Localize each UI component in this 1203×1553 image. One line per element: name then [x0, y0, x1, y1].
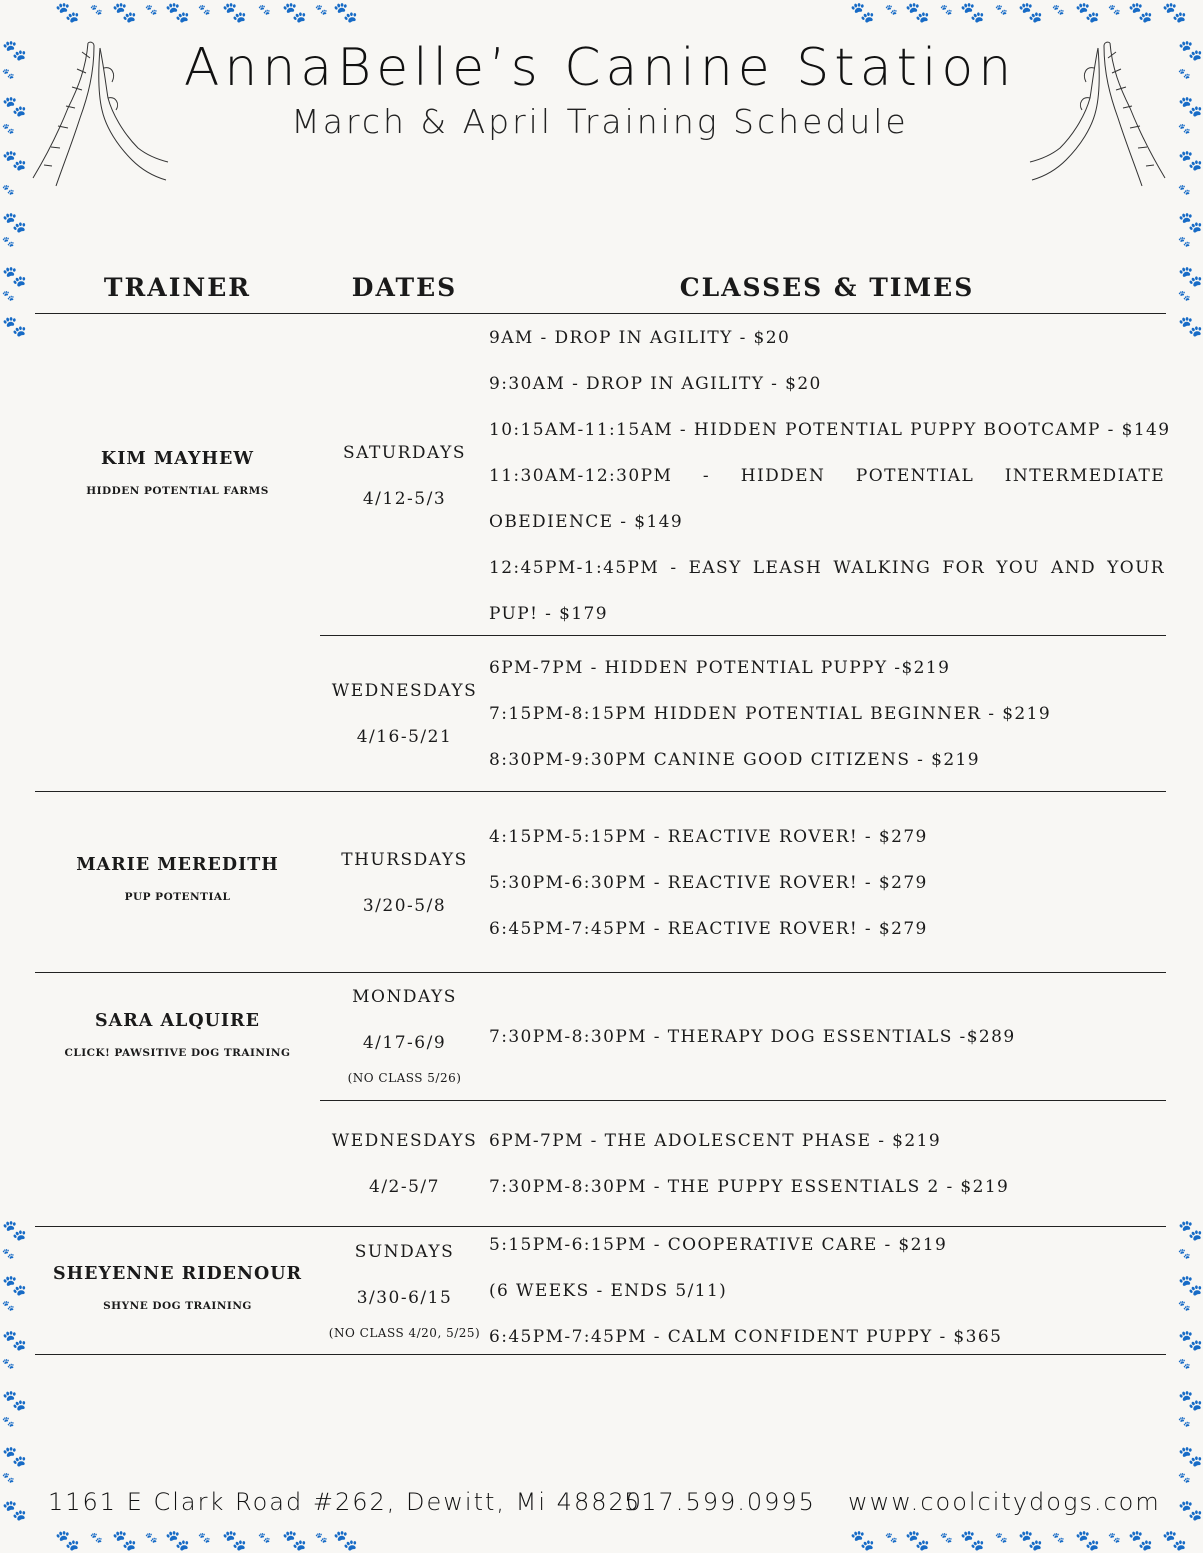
- paw-print-icon: 🐾: [2, 185, 15, 196]
- paw-print-icon: 🐾: [1018, 1528, 1043, 1552]
- paw-print-icon: 🐾: [2, 1417, 15, 1428]
- paw-print-icon: 🐾: [1178, 1417, 1191, 1428]
- paw-print-icon: 🐾: [90, 1533, 103, 1544]
- paw-print-icon: 🐾: [90, 5, 103, 16]
- paw-print-icon: 🐾: [315, 5, 328, 16]
- paw-print-icon: 🐾: [55, 0, 80, 24]
- paw-print-icon: 🐾: [1178, 1273, 1203, 1297]
- trainer-name: SARA ALQUIRE: [95, 1011, 260, 1031]
- paw-print-icon: 🐾: [1178, 148, 1203, 172]
- paw-print-icon: 🐾: [1162, 0, 1187, 24]
- page-title: AnnaBelle’s Canine Station: [183, 38, 1017, 98]
- paw-print-icon: 🐾: [1178, 237, 1191, 248]
- row-divider: [35, 791, 1166, 792]
- footer-website[interactable]: www.coolcitydogs.com: [848, 1488, 1161, 1516]
- footer-phone[interactable]: 517.599.0995: [624, 1488, 816, 1516]
- paw-print-icon: 🐾: [2, 1498, 27, 1522]
- trainer-cell: [35, 449, 320, 497]
- paw-print-icon: 🐾: [960, 1528, 985, 1552]
- session-day: WEDNESDAYS: [331, 1131, 478, 1151]
- class-item: 8:30PM-9:30PM CANINE GOOD CITIZENS - $219: [489, 750, 980, 770]
- row-divider: [320, 1100, 1166, 1101]
- paw-print-icon: 🐾: [165, 1528, 190, 1552]
- paw-print-icon: 🐾: [2, 1249, 15, 1260]
- paw-print-icon: 🐾: [2, 237, 15, 248]
- class-item: 12:45PM-1:45PM - EASY LEASH WALKING FOR YOU AND YOUR: [489, 558, 1165, 578]
- paw-print-icon: 🐾: [1178, 185, 1191, 196]
- class-item: (6 WEEKS - ENDS 5/11): [489, 1281, 728, 1301]
- trainer-organization: SHYNE DOG TRAINING: [103, 1300, 252, 1312]
- class-item: 11:30AM-12:30PM - HIDDEN POTENTIAL INTERMEDIATE: [489, 466, 1165, 486]
- paw-print-icon: 🐾: [1178, 264, 1203, 288]
- paw-print-icon: 🐾: [995, 5, 1008, 16]
- class-item: 5:30PM-6:30PM - REACTIVE ROVER! - $279: [489, 873, 928, 893]
- paw-print-icon: 🐾: [2, 1388, 27, 1412]
- paw-print-icon: 🐾: [2, 94, 27, 118]
- class-item: OBEDIENCE - $149: [489, 512, 684, 532]
- session-date-range: 3/30-6/15: [356, 1288, 453, 1308]
- paw-print-icon: 🐾: [333, 1528, 358, 1552]
- session-date-range: 4/2-5/7: [369, 1177, 440, 1197]
- paw-print-icon: 🐾: [145, 1533, 158, 1544]
- paw-print-icon: 🐾: [1178, 1359, 1191, 1370]
- trainer-cell: [35, 1011, 320, 1059]
- paw-print-icon: 🐾: [1178, 1218, 1203, 1242]
- paw-print-icon: 🐾: [1108, 5, 1121, 16]
- trainer-cell: [35, 1264, 320, 1312]
- class-item: 9AM - DROP IN AGILITY - $20: [489, 328, 791, 348]
- session-dates: [322, 974, 487, 1090]
- paw-print-icon: 🐾: [222, 0, 247, 24]
- class-item: 6:45PM-7:45PM - REACTIVE ROVER! - $279: [489, 919, 928, 939]
- paw-print-icon: 🐾: [222, 1528, 247, 1552]
- paw-print-icon: 🐾: [2, 264, 27, 288]
- paw-print-icon: 🐾: [2, 148, 27, 172]
- footer-address: 1161 E Clark Road #262, Dewitt, Mi 48820: [48, 1488, 644, 1516]
- session-dates: [322, 1229, 487, 1345]
- paw-print-icon: 🐾: [1178, 1249, 1191, 1260]
- paw-print-icon: 🐾: [1178, 1388, 1203, 1412]
- paw-print-icon: 🐾: [1178, 69, 1191, 80]
- trainer-name: MARIE MEREDITH: [76, 855, 279, 875]
- paw-print-icon: 🐾: [333, 0, 358, 24]
- paw-print-icon: 🐾: [112, 1528, 137, 1552]
- paw-print-icon: 🐾: [2, 1218, 27, 1242]
- class-list: [489, 315, 1171, 637]
- session-day: SATURDAYS: [342, 443, 467, 463]
- paw-print-icon: 🐾: [960, 0, 985, 24]
- class-item: 6:45PM-7:45PM - CALM CONFIDENT PUPPY - $365: [489, 1327, 1003, 1347]
- class-item: 4:15PM-5:15PM - REACTIVE ROVER! - $279: [489, 827, 928, 847]
- paw-print-icon: 🐾: [145, 5, 158, 16]
- paw-print-icon: 🐾: [1108, 1533, 1121, 1544]
- session-dates: [322, 837, 487, 929]
- class-list: [489, 1118, 1165, 1210]
- paw-print-icon: 🐾: [1052, 1533, 1065, 1544]
- class-list: [489, 1014, 1165, 1060]
- trainer-organization: CLICK! PAWSITIVE DOG TRAINING: [64, 1047, 291, 1059]
- paw-print-icon: 🐾: [258, 5, 271, 16]
- paw-print-icon: 🐾: [2, 1444, 27, 1468]
- paw-print-icon: 🐾: [282, 1528, 307, 1552]
- session-date-range: 3/20-5/8: [362, 896, 447, 916]
- paw-print-icon: 🐾: [1178, 1498, 1203, 1522]
- paw-print-icon: 🐾: [940, 1533, 953, 1544]
- session-day: THURSDAYS: [341, 850, 468, 870]
- paw-print-icon: 🐾: [2, 1473, 15, 1484]
- paw-print-icon: 🐾: [2, 291, 15, 302]
- session-dates: [322, 668, 487, 760]
- session-day: MONDAYS: [352, 987, 457, 1007]
- trainer-name: KIM MAYHEW: [101, 449, 254, 469]
- paw-print-icon: 🐾: [2, 1301, 15, 1312]
- paw-print-icon: 🐾: [1128, 0, 1153, 24]
- paw-print-icon: 🐾: [165, 0, 190, 24]
- paw-print-icon: 🐾: [112, 0, 137, 24]
- paw-print-icon: 🐾: [1178, 1328, 1203, 1352]
- class-item: 5:15PM-6:15PM - COOPERATIVE CARE - $219: [489, 1235, 948, 1255]
- paw-print-icon: 🐾: [2, 38, 27, 62]
- paw-print-icon: 🐾: [1018, 0, 1043, 24]
- session-day: SUNDAYS: [354, 1242, 455, 1262]
- paw-print-icon: 🐾: [940, 5, 953, 16]
- session-day: WEDNESDAYS: [331, 681, 478, 701]
- session-date-range: 4/16-5/21: [356, 727, 453, 747]
- paw-print-icon: 🐾: [1178, 1473, 1191, 1484]
- paw-print-icon: 🐾: [2, 210, 27, 234]
- header-divider: [35, 313, 1166, 314]
- paw-print-icon: 🐾: [2, 1359, 15, 1370]
- paw-print-icon: 🐾: [198, 5, 211, 16]
- class-list: [489, 814, 1165, 952]
- paw-print-icon: 🐾: [1178, 314, 1203, 338]
- session-note: (NO CLASS 4/20, 5/25): [328, 1326, 481, 1340]
- paw-print-icon: 🐾: [55, 1528, 80, 1552]
- paw-print-icon: 🐾: [885, 1533, 898, 1544]
- session-note: (NO CLASS 5/26): [347, 1071, 462, 1085]
- paw-print-icon: 🐾: [2, 124, 15, 135]
- session-date-range: 4/12-5/3: [362, 489, 447, 509]
- page-subtitle: March & April Training Schedule: [291, 102, 909, 141]
- paw-print-icon: 🐾: [1162, 1528, 1187, 1552]
- column-header-trainer: TRAINER: [103, 273, 252, 302]
- paw-print-icon: 🐾: [258, 1533, 271, 1544]
- paw-print-icon: 🐾: [905, 1528, 930, 1552]
- session-dates: [322, 430, 487, 522]
- row-divider: [35, 972, 1166, 973]
- paw-print-icon: 🐾: [1075, 0, 1100, 24]
- session-date-range: 4/17-6/9: [362, 1033, 447, 1053]
- paw-print-icon: 🐾: [1178, 1444, 1203, 1468]
- class-item: 7:30PM-8:30PM - THERAPY DOG ESSENTIALS -$289: [489, 1027, 1016, 1047]
- trainer-organization: PUP POTENTIAL: [124, 891, 231, 903]
- column-header-classes: CLASSES & TIMES: [679, 273, 975, 302]
- paw-print-icon: 🐾: [1128, 1528, 1153, 1552]
- class-item: 6PM-7PM - HIDDEN POTENTIAL PUPPY -$219: [489, 658, 951, 678]
- paw-print-icon: 🐾: [315, 1533, 328, 1544]
- class-list: [489, 1222, 1165, 1360]
- paw-print-icon: 🐾: [1178, 38, 1203, 62]
- column-header-dates: DATES: [351, 273, 458, 302]
- paw-print-icon: 🐾: [2, 314, 27, 338]
- paw-print-icon: 🐾: [995, 1533, 1008, 1544]
- paw-print-icon: 🐾: [850, 0, 875, 24]
- paw-print-icon: 🐾: [2, 1273, 27, 1297]
- paw-print-icon: 🐾: [905, 0, 930, 24]
- trainer-name: SHEYENNE RIDENOUR: [52, 1264, 303, 1284]
- class-item: 7:15PM-8:15PM HIDDEN POTENTIAL BEGINNER - $219: [489, 704, 1052, 724]
- paw-print-icon: 🐾: [1178, 210, 1203, 234]
- class-item: 9:30AM - DROP IN AGILITY - $20: [489, 374, 822, 394]
- paw-print-icon: 🐾: [1178, 1301, 1191, 1312]
- trainer-cell: [35, 855, 320, 903]
- paw-print-icon: 🐾: [1178, 291, 1191, 302]
- paw-print-icon: 🐾: [1075, 1528, 1100, 1552]
- paw-print-icon: 🐾: [282, 0, 307, 24]
- class-list: [489, 645, 1165, 783]
- paw-print-icon: 🐾: [850, 1528, 875, 1552]
- paw-print-icon: 🐾: [1178, 94, 1203, 118]
- class-item: PUP! - $179: [489, 604, 608, 624]
- paw-print-icon: 🐾: [885, 5, 898, 16]
- class-item: 7:30PM-8:30PM - THE PUPPY ESSENTIALS 2 - $219: [489, 1177, 1010, 1197]
- session-dates: [322, 1118, 487, 1210]
- trainer-organization: HIDDEN POTENTIAL FARMS: [86, 485, 269, 497]
- paw-print-icon: 🐾: [1178, 124, 1191, 135]
- paw-print-icon: 🐾: [2, 69, 15, 80]
- paw-print-icon: 🐾: [1052, 5, 1065, 16]
- class-item: 6PM-7PM - THE ADOLESCENT PHASE - $219: [489, 1131, 942, 1151]
- paw-print-icon: 🐾: [198, 1533, 211, 1544]
- paw-print-icon: 🐾: [2, 1328, 27, 1352]
- class-item: 10:15AM-11:15AM - HIDDEN POTENTIAL PUPPY BOOTCAMP - $149: [489, 420, 1171, 440]
